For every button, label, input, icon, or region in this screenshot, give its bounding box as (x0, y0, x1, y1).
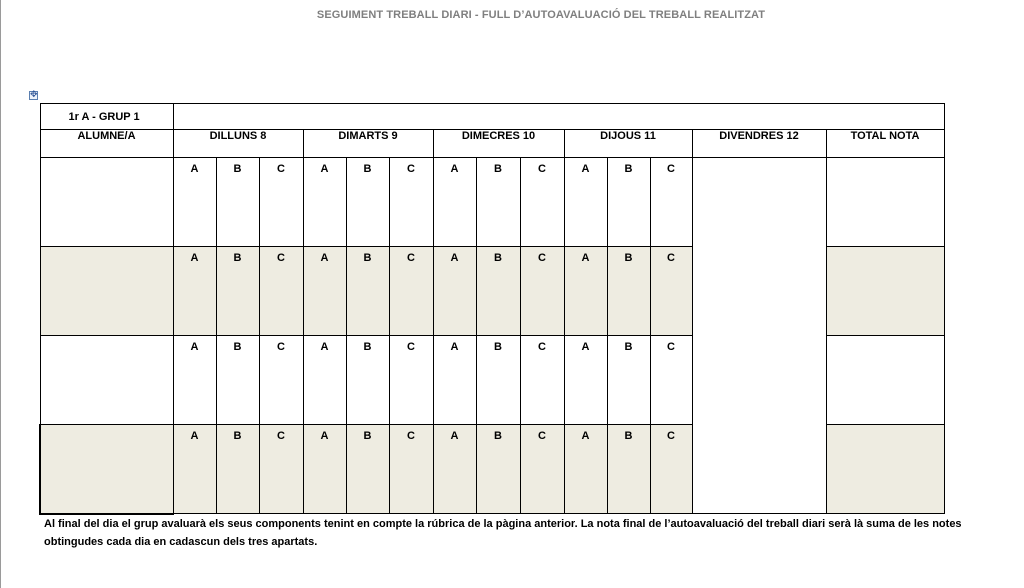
group-header-blank (173, 104, 944, 130)
header-thursday: DIJOUS 11 (564, 130, 692, 158)
criterion-a: A (303, 158, 346, 247)
criterion-a: A (173, 425, 216, 514)
student-cell[interactable] (40, 425, 173, 514)
criterion-c: C (389, 158, 433, 247)
header-friday: DIVENDRES 12 (692, 130, 826, 158)
student-cell[interactable] (40, 336, 173, 425)
criterion-a: A (564, 425, 607, 514)
criterion-c: C (650, 247, 692, 336)
criterion-b: B (346, 247, 389, 336)
total-cell[interactable] (826, 158, 944, 247)
criterion-b: B (216, 425, 259, 514)
criterion-c: C (520, 425, 564, 514)
total-cell[interactable] (826, 336, 944, 425)
footnote-text: Al final del dia el grup avaluarà els seus components tenint en compte la rúbrica de la pàgina anterior. La nota final de l’autoavaluació del treball diari serà là suma de les notes obtingudes cada dia en cadascun dels tres apartats. (44, 518, 962, 548)
criterion-b: B (476, 158, 520, 247)
header-student: ALUMNE/A (40, 130, 173, 158)
total-cell[interactable] (826, 247, 944, 336)
criterion-b: B (607, 247, 650, 336)
header-tuesday: DIMARTS 9 (303, 130, 433, 158)
header-total: TOTAL NOTA (826, 130, 944, 158)
criterion-b: B (476, 247, 520, 336)
page-left-border (0, 0, 1, 588)
criterion-b: B (216, 247, 259, 336)
criterion-c: C (520, 247, 564, 336)
criterion-c: C (259, 158, 303, 247)
criterion-c: C (259, 336, 303, 425)
criterion-b: B (346, 336, 389, 425)
criterion-a: A (303, 425, 346, 514)
criterion-a: A (433, 247, 476, 336)
criterion-b: B (216, 158, 259, 247)
group-label: 1r A - GRUP 1 (40, 104, 173, 130)
criterion-b: B (346, 158, 389, 247)
criterion-a: A (173, 158, 216, 247)
criterion-a: A (564, 247, 607, 336)
table-move-handle-icon[interactable]: ✥ (30, 90, 38, 100)
criterion-a: A (433, 425, 476, 514)
criterion-b: B (216, 336, 259, 425)
criterion-b: B (476, 425, 520, 514)
criterion-a: A (433, 336, 476, 425)
criterion-a: A (564, 336, 607, 425)
criterion-c: C (389, 336, 433, 425)
criterion-a: A (173, 247, 216, 336)
total-cell[interactable] (826, 425, 944, 514)
criterion-b: B (607, 425, 650, 514)
criterion-a: A (173, 336, 216, 425)
criterion-c: C (259, 247, 303, 336)
criterion-c: C (259, 425, 303, 514)
student-cell[interactable] (40, 247, 173, 336)
criterion-a: A (303, 336, 346, 425)
evaluation-table (39, 103, 945, 515)
header-monday: DILLUNS 8 (173, 130, 303, 158)
criterion-a: A (433, 158, 476, 247)
student-cell[interactable] (40, 158, 173, 247)
criterion-c: C (650, 425, 692, 514)
criterion-c: C (520, 158, 564, 247)
criterion-c: C (389, 247, 433, 336)
criterion-a: A (564, 158, 607, 247)
header-wednesday: DIMECRES 10 (433, 130, 564, 158)
friday-column-cell[interactable] (692, 158, 826, 514)
criterion-a: A (303, 247, 346, 336)
criterion-b: B (476, 336, 520, 425)
criterion-b: B (607, 336, 650, 425)
document-title: SEGUIMENT TREBALL DIARI - FULL D’AUTOAVALUACIÓ DEL TREBALL REALITZAT (316, 9, 766, 21)
criterion-c: C (650, 336, 692, 425)
criterion-c: C (389, 425, 433, 514)
criterion-b: B (607, 158, 650, 247)
criterion-c: C (520, 336, 564, 425)
criterion-b: B (346, 425, 389, 514)
criterion-c: C (650, 158, 692, 247)
